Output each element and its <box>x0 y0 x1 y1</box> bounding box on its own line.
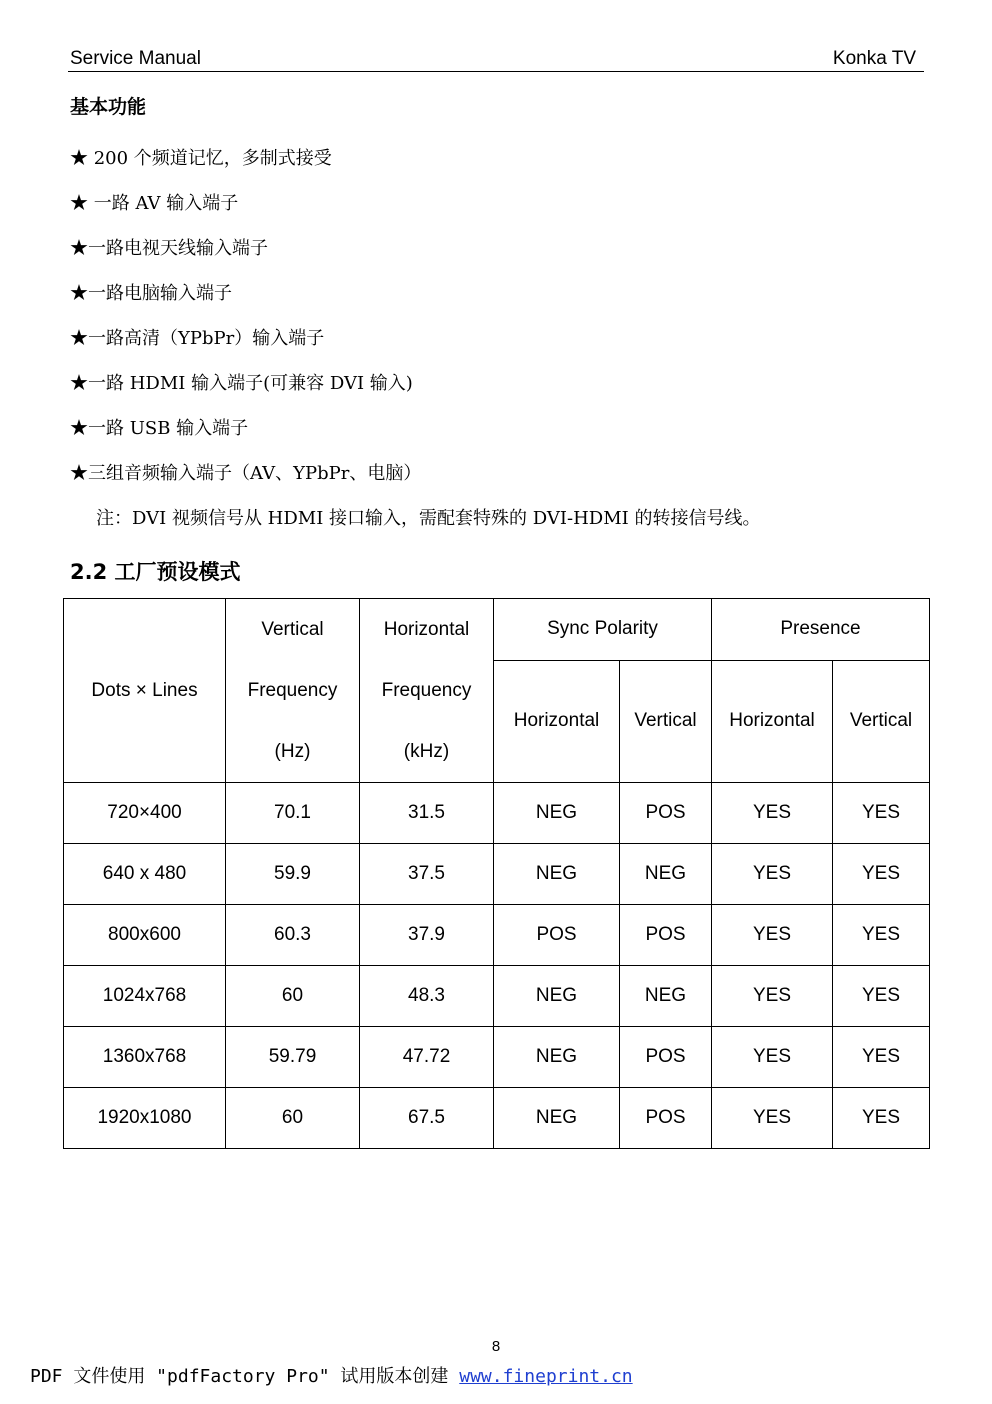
sub-sync-vertical: Vertical <box>620 660 712 782</box>
col-vertical-frequency: Vertical Frequency (Hz) <box>226 599 360 783</box>
cell-presence-h: YES <box>712 1027 833 1088</box>
cell-vfreq: 60 <box>226 1088 360 1149</box>
cell-hfreq: 31.5 <box>360 783 494 844</box>
cell-sync-h: NEG <box>494 783 620 844</box>
table-row <box>64 1027 930 1088</box>
cell-resolution: 800x600 <box>64 905 226 966</box>
cell-vfreq: 59.79 <box>226 1027 360 1088</box>
cell-hfreq: 47.72 <box>360 1027 494 1088</box>
cell-presence-v: YES <box>833 844 930 905</box>
feature-item: ★一路 HDMI 输入端子(可兼容 DVI 输入) <box>70 373 413 394</box>
feature-item: ★三组音频输入端子（AV、YPbPr、电脑） <box>70 463 422 484</box>
cell-vfreq: 59.9 <box>226 844 360 905</box>
cell-presence-h: YES <box>712 844 833 905</box>
cell-sync-v: NEG <box>620 844 712 905</box>
table-header-row <box>64 599 930 661</box>
cell-sync-v: POS <box>620 905 712 966</box>
cell-presence-v: YES <box>833 966 930 1027</box>
fineprint-link[interactable]: www.fineprint.cn <box>459 1366 633 1387</box>
feature-item: ★一路电脑输入端子 <box>70 283 232 304</box>
cell-vfreq: 70.1 <box>226 783 360 844</box>
cell-hfreq: 37.5 <box>360 844 494 905</box>
pdf-footer <box>30 1362 633 1388</box>
feature-item: ★一路 USB 输入端子 <box>70 418 249 439</box>
cell-sync-h: NEG <box>494 1027 620 1088</box>
table-row <box>64 783 930 844</box>
col-horizontal-frequency: Horizontal Frequency (kHz) <box>360 599 494 783</box>
header-brand: Konka TV <box>832 48 916 69</box>
feature-item: ★一路电视天线输入端子 <box>70 238 268 259</box>
cell-presence-h: YES <box>712 1088 833 1149</box>
feature-item: ★一路高清（YPbPr）输入端子 <box>70 328 325 349</box>
cell-presence-v: YES <box>833 1027 930 1088</box>
cell-hfreq: 37.9 <box>360 905 494 966</box>
cell-presence-h: YES <box>712 966 833 1027</box>
cell-sync-h: NEG <box>494 966 620 1027</box>
table-row <box>64 844 930 905</box>
sub-presence-horizontal: Horizontal <box>712 660 833 782</box>
subsection-title: 2.2 工厂预设模式 <box>70 560 241 584</box>
cell-sync-h: POS <box>494 905 620 966</box>
table-row <box>64 1088 930 1149</box>
cell-presence-v: YES <box>833 1088 930 1149</box>
footer-text: PDF 文件使用 "pdfFactory Pro" 试用版本创建 <box>30 1366 460 1387</box>
col-dots-lines: Dots × Lines <box>64 599 226 783</box>
group-sync-polarity: Sync Polarity <box>494 599 712 661</box>
cell-sync-v: POS <box>620 1027 712 1088</box>
cell-resolution: 640 x 480 <box>64 844 226 905</box>
table-row <box>64 905 930 966</box>
cell-presence-v: YES <box>833 783 930 844</box>
cell-resolution: 720×400 <box>64 783 226 844</box>
section-title: 基本功能 <box>70 96 147 118</box>
cell-sync-h: NEG <box>494 1088 620 1149</box>
sub-presence-vertical: Vertical <box>833 660 930 782</box>
table-row <box>64 966 930 1027</box>
cell-presence-v: YES <box>833 905 930 966</box>
cell-sync-v: POS <box>620 783 712 844</box>
cell-presence-h: YES <box>712 783 833 844</box>
cell-vfreq: 60 <box>226 966 360 1027</box>
cell-resolution: 1920x1080 <box>64 1088 226 1149</box>
group-presence: Presence <box>712 599 930 661</box>
preset-modes-table <box>63 598 930 1149</box>
cell-sync-v: NEG <box>620 966 712 1027</box>
cell-presence-h: YES <box>712 905 833 966</box>
header-divider <box>68 71 924 72</box>
cell-sync-v: POS <box>620 1088 712 1149</box>
cell-resolution: 1024x768 <box>64 966 226 1027</box>
feature-item: ★ 200 个频道记忆，多制式接受 <box>70 148 332 169</box>
header-title: Service Manual <box>70 48 201 69</box>
cell-hfreq: 67.5 <box>360 1088 494 1149</box>
cell-resolution: 1360x768 <box>64 1027 226 1088</box>
sub-sync-horizontal: Horizontal <box>494 660 620 782</box>
page-number: 8 <box>491 1338 501 1355</box>
feature-item: ★ 一路 AV 输入端子 <box>70 193 239 214</box>
cell-hfreq: 48.3 <box>360 966 494 1027</box>
cell-vfreq: 60.3 <box>226 905 360 966</box>
cell-sync-h: NEG <box>494 844 620 905</box>
note-text: 注：DVI 视频信号从 HDMI 接口输入，需配套特殊的 DVI-HDMI 的转接信号线。 <box>96 508 761 529</box>
